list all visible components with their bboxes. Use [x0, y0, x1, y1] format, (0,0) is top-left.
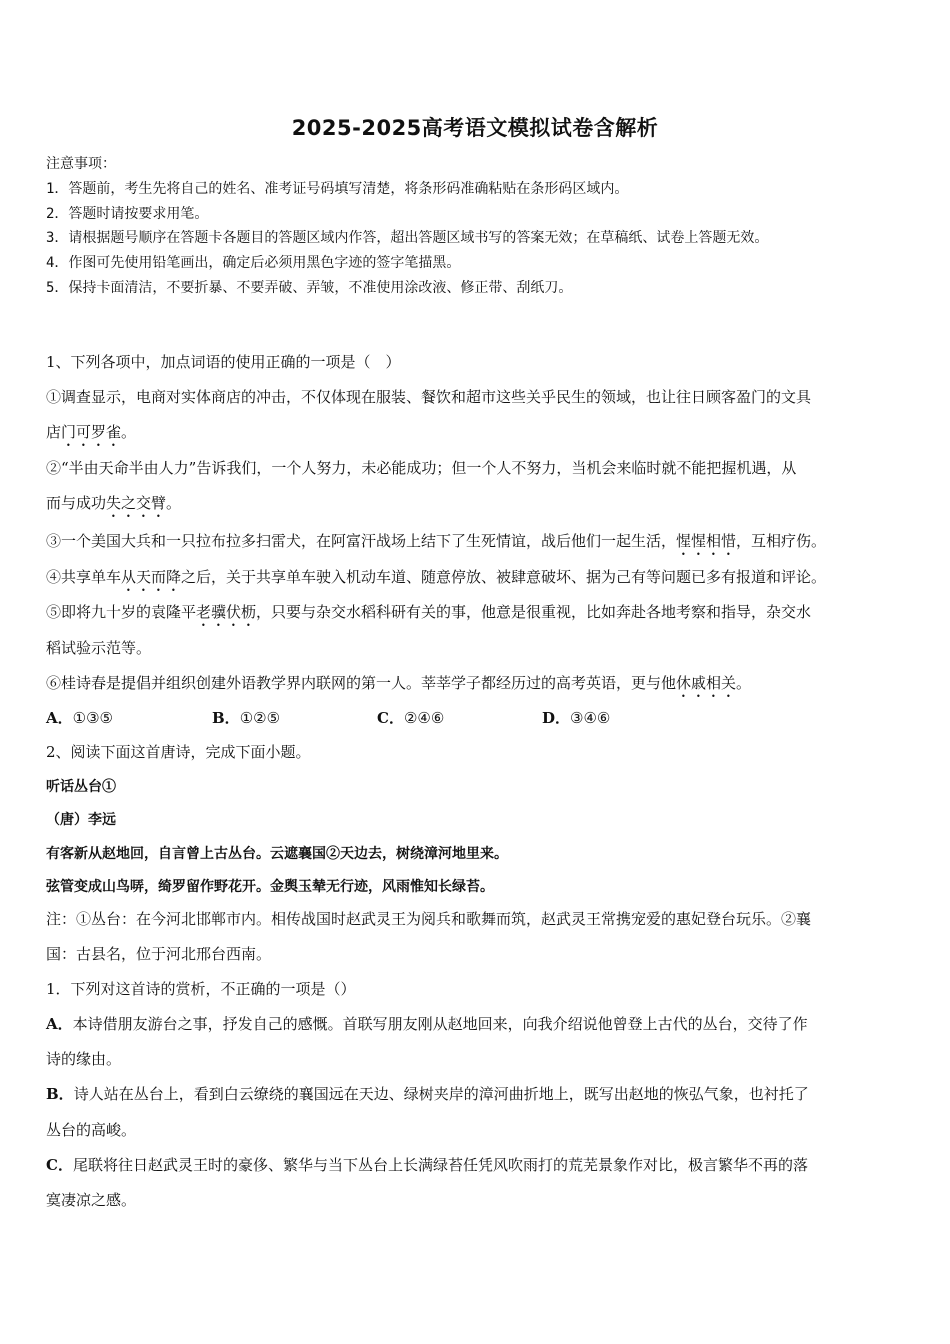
q1-item-6-dotted-phrase: 休戚相关 — [676, 674, 737, 692]
option-label: B． — [46, 1085, 74, 1103]
notice-item: 5．保持卡面清洁，不要折暴、不要弄破、弄皱，不准使用涂改液、修正带、刮纸刀。 — [46, 279, 573, 296]
q1-item-4-tail: 之后，关于共享单车驶入机动车道、随意停放、被肆意破坏、据为己有等问题已多有报道和评论。 — [181, 568, 827, 586]
q1-item-2-line1: ②“半由天命半由人力”告诉我们，一个人努力，未必能成功；但一个人不努力，当机会来临时就不能把握机遇，从 — [46, 459, 797, 477]
q1-option-c[interactable] — [377, 707, 444, 728]
q1-item-1-text: 店 — [46, 423, 62, 441]
notice-heading: 注意事项： — [46, 156, 116, 172]
q1-option-b[interactable] — [212, 707, 280, 728]
q1-item-1-line2 — [46, 421, 136, 450]
q1-item-6-punct: 。 — [736, 674, 752, 692]
notice-item: 1．答题前，考生先将自己的姓名、准考证号码填写清楚，将条形码准确粘贴在条形码区域内。 — [46, 180, 629, 197]
option-label: C． — [46, 1156, 73, 1174]
q1-item-5-tail: ，只要与杂交水稻科研有关的事，他意是很重视，比如奔赴各地考察和指导，杂交水 — [256, 603, 812, 621]
q1-item-4-text: ④共享单车 — [46, 568, 122, 586]
option-label: B． — [212, 709, 240, 727]
q1-item-1-punct: 。 — [121, 423, 137, 441]
option-text: 诗人站在丛台上，看到白云缭绕的襄国远在天边、绿树夹岸的漳河曲折地上，既写出赵地的恢弘气象，也衬托了 — [73, 1085, 809, 1103]
option-label: A． — [46, 709, 73, 727]
q1-item-1-line1: ①调查显示，电商对实体商店的冲击，不仅体现在服装、餐饮和超市这些关乎民生的领域，也让往日顾客盈门的文具 — [46, 388, 812, 406]
q1-item-2-text: 而与成功 — [46, 494, 107, 512]
q1-item-5-text: ⑤即将九十岁的袁隆平 — [46, 603, 197, 621]
q1-item-5-line1 — [46, 601, 811, 630]
notice-item: 3．请根据题号顺序在答题卡各题目的答题区域内作答，超出答题区域书写的答案无效；在草稿纸、试卷上答题无效。 — [46, 230, 769, 247]
option-value: ③④⑥ — [570, 709, 611, 727]
poem-note-line1: 注：①丛台：在今河北邯郸市内。相传战国时赵武灵王为阅兵和歌舞而筑，赵武灵王常携宠爱的惠妃登台玩乐。②襄 — [46, 910, 812, 928]
option-value: ①②⑤ — [239, 709, 281, 727]
question-2-stem: 2、阅读下面这首唐诗，完成下面小题。 — [46, 743, 311, 761]
q1-item-2-punct: 。 — [166, 494, 182, 512]
sub-option-b-line1[interactable] — [46, 1083, 809, 1104]
sub-option-b-line2: 丛台的高峻。 — [46, 1121, 137, 1139]
q1-item-3 — [46, 530, 826, 559]
poem-title: 听话丛台① — [46, 779, 116, 795]
option-text: 尾联将往日赵武灵王时的豪侈、繁华与当下丛台上长满绿苔任凭风吹雨打的荒芜景象作对比，极言繁华不再的落 — [72, 1156, 808, 1174]
notice-section — [46, 152, 916, 301]
sub-option-c-line1[interactable] — [46, 1154, 808, 1175]
q1-item-1-dotted-phrase: 门可罗雀 — [61, 423, 122, 441]
q1-item-3-tail: ，互相疗伤。 — [736, 532, 827, 550]
q1-item-4 — [46, 566, 826, 595]
poem-line-2: 弦管变成山鸟哢，绮罗留作野花开。金舆玉辇无行迹，风雨惟知长绿苔。 — [46, 879, 494, 895]
q1-item-4-dotted-phrase: 从天而降 — [121, 568, 182, 586]
option-text: 本诗借朋友游台之事，抒发自己的感慨。首联写朋友刚从赵地回来，向我介绍说他曾登上古代的丛台，交待了作 — [72, 1015, 808, 1033]
sub-option-a-line2: 诗的缘由。 — [46, 1050, 122, 1068]
q1-item-3-text: ③一个美国大兵和一只拉布拉多扫雷犬，在阿富汗战场上结下了生死情谊，战后他们一起生活， — [46, 532, 677, 550]
sub-option-c-line2: 寞凄凉之感。 — [46, 1191, 137, 1209]
question-1-stem: 1、下列各项中，加点词语的使用正确的一项是（ ） — [46, 353, 401, 371]
q1-item-5-line2: 稻试验示范等。 — [46, 639, 152, 657]
q1-item-6-text: ⑥桂诗春是提倡并组织创建外语教学界内联网的第一人。莘莘学子都经历过的高考英语，更与他 — [46, 674, 677, 692]
poem-note-line2: 国：古县名，位于河北邢台西南。 — [46, 945, 272, 963]
option-value: ②④⑥ — [403, 709, 445, 727]
option-label: A． — [46, 1015, 73, 1033]
sub-option-a-line1[interactable] — [46, 1013, 808, 1034]
q1-item-3-dotted-phrase: 惺惺相惜 — [676, 532, 737, 550]
sub-question-1-stem: 1．下列对这首诗的赏析，不正确的一项是（） — [46, 980, 356, 998]
option-label: D． — [542, 709, 571, 727]
q1-item-2-dotted-phrase: 失之交臂 — [106, 494, 167, 512]
q1-option-a[interactable] — [46, 707, 113, 728]
option-label: C． — [377, 709, 404, 727]
q1-option-d[interactable] — [542, 707, 610, 728]
document-title: 2025-2025高考语文模拟试卷含解析 — [291, 116, 659, 140]
notice-item: 2．答题时请按要求用笔。 — [46, 205, 209, 222]
q1-item-2-line2 — [46, 492, 181, 521]
q1-item-6 — [46, 672, 751, 701]
notice-item: 4．作图可先使用铅笔画出，确定后必须用黑色字迹的签字笔描黑。 — [46, 255, 461, 272]
poem-author: （唐）李远 — [46, 812, 116, 828]
q1-item-5-dotted-phrase: 老骥伏枥 — [196, 603, 257, 621]
poem-line-1: 有客新从赵地回，自言曾上古丛台。云遮襄国②天边去，树绕漳河地里来。 — [46, 846, 508, 862]
option-value: ①③⑤ — [72, 709, 113, 727]
